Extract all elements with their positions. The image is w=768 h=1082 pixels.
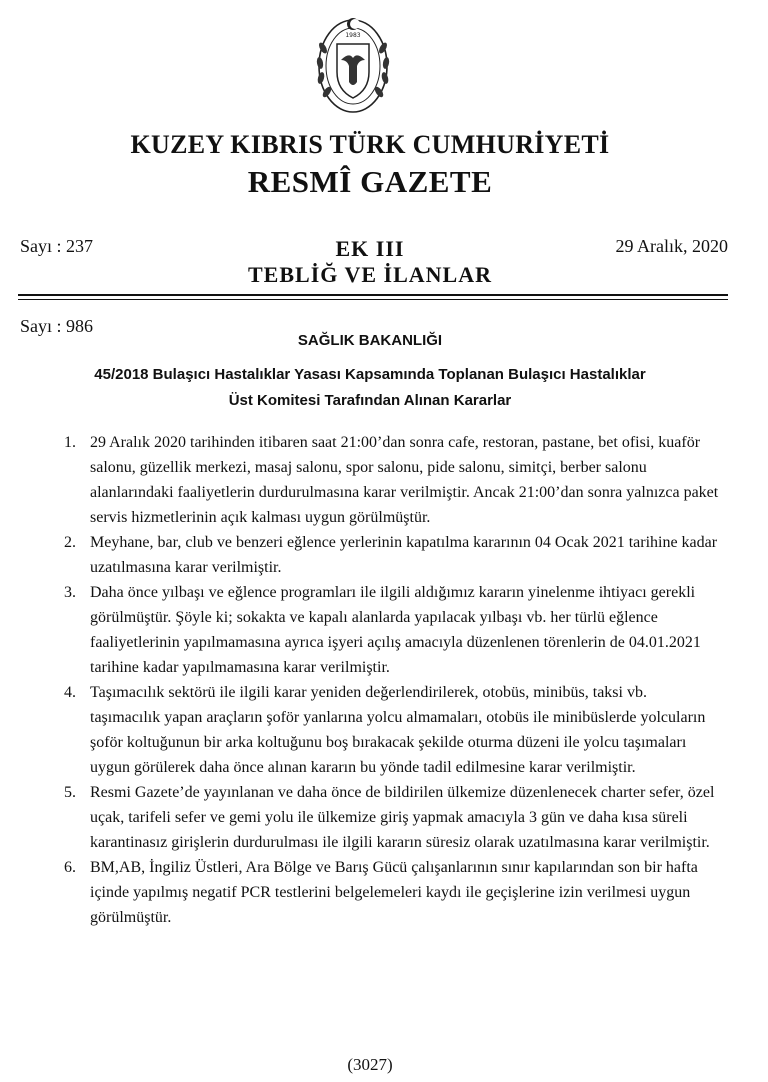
ministry-name: SAĞLIK BAKANLIĞI [297,332,443,349]
state-emblem [311,8,395,120]
notice-number: Sayı : 986 [20,316,94,336]
item-number: 5. [64,784,76,801]
subtitle-line-1: 45/2018 Bulaşıcı Hastalıklar Yasası Kapsamında Toplanan Bulaşıcı Hastalıklar [94,366,646,383]
item-text: BM,AB, İngiliz Üstleri, Ara Bölge ve Barış Gücü çalışanlarının sınır kapılarından son bir hafta içinde yapılmış negatif PCR testlerini belgelemeleri kaydı ile geçişlerine izin verilmesi uygun görülmüştür. [90,859,698,926]
state-name: KUZEY KIBRIS TÜRK CUMHURİYETİ [130,130,610,159]
issue-number: Sayı : 237 [20,236,94,256]
item-text: Taşımacılık sektörü ile ilgili karar yeniden değerlendirilerek, otobüs, minibüs, taksi vb. taşımacılık yapan araçların şoför yanlarına yolcu almamaları, otobüs ile minibüslerde yolcuların şoför koltuğunun bir arka koltuğunu boş bırakacak şekilde oturma düzeni ile yolcu taşımaları uygun görülerek daha önce alınan kararın bu yönde tadil edilmesine karar verilmiştir. [90,684,706,776]
emblem-year: 1983 [345,32,361,39]
list-item [20,780,720,855]
item-number: 4. [64,684,76,701]
header-rule-thick [18,294,728,296]
list-item [20,430,720,530]
page-number: (3027) [347,1055,393,1074]
subtitle-line-2: Üst Komitesi Tarafından Alınan Kararlar [228,392,512,409]
item-text: Resmi Gazete’de yayınlanan ve daha önce de bildirilen ülkemize düzenlenecek charter sefer, özel uçak, tarifeli sefer ve gemi yolu ile ülkemize giriş yapmak amacıyla 3 gün ve daha kısa süreli karantinasız girişlerin durdurulması ile ilgili kararın süresiz olarak uzatılmasına karar verilmiştir. [90,784,715,851]
item-number: 1. [64,434,76,451]
decision-list [20,430,720,930]
gazette-title: RESMÎ GAZETE [247,164,493,199]
item-text: 29 Aralık 2020 tarihinden itibaren saat 21:00’dan sonra cafe, restoran, pastane, bet ofisi, kuaför salonu, güzellik merkezi, masaj salonu, spor salonu, pide salonu, simitçi, berber salonu alanlarındaki faaliyetlerin durdurulmasına karar verilmiştir. Ancak 21:00’dan sonra yalnızca paket servis hizmetlerinin açık kalması uygun görülmüştür. [90,434,719,526]
item-number: 6. [64,859,76,876]
list-item [20,530,720,580]
item-number: 2. [64,534,76,551]
section-title: TEBLİĞ VE İLANLAR [248,262,492,287]
list-item [20,580,720,680]
list-item [20,855,720,930]
item-text: Meyhane, bar, club ve benzeri eğlence yerlerinin kapatılma kararının 04 Ocak 2021 tarihine kadar uzatılmasına karar verilmiştir. [90,534,718,576]
notice-subtitle [40,362,700,414]
item-text: Daha önce yılbaşı ve eğlence programları ile ilgili aldığımız kararın yinelenme ihtiyacı gerekli görülmüştür. Şöyle ki; sokakta ve kapalı alanlarda yapılacak yılbaşı vb. her türlü eğlence faaliyetlerinin yapılmamasına ayrıca işyeri açılış amacıyla düzenlenen törenlerin de 04.01.2021 tarihine kadar yapılmamasına karar verilmiştir. [90,584,701,676]
issue-date: 29 Aralık, 2020 [615,236,728,256]
header-rule-thin [18,299,728,300]
item-number: 3. [64,584,76,601]
supplement-label: EK III [335,236,405,261]
list-item [20,680,720,780]
